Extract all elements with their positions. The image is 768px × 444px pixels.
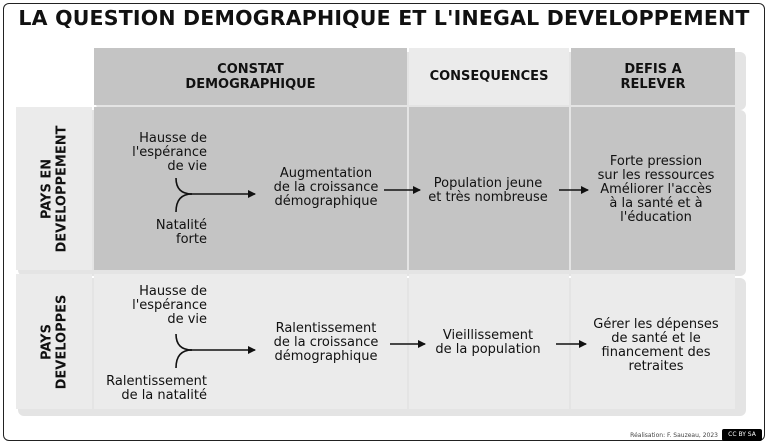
row2-defi-line3: financement des: [601, 345, 711, 360]
header-constat-line1: CONSTAT: [217, 61, 284, 77]
row-label-developing-line1: PAYS EN: [39, 158, 54, 219]
row2-constat-line2: de la croissance: [273, 335, 379, 350]
row2-cause2-line2: de la natalité: [121, 388, 207, 403]
credit-text: Réalisation: F. Sauzeau, 2023: [630, 432, 718, 439]
row1-defi-line1: Forte pression: [609, 154, 703, 169]
row1-constat-line2: de la croissance: [273, 180, 379, 195]
row-label-developing-line2: DEVELOPPEMENT: [54, 125, 69, 252]
row1-defi-line3: Améliorer l'accès: [600, 182, 712, 197]
row2-defi-line2: de santé et le: [611, 331, 701, 346]
row1-consequence-line1: Population jeune: [433, 176, 543, 191]
row2-cause2-line1: Ralentissement: [106, 374, 207, 389]
row2-cause1-line3: de vie: [167, 312, 207, 327]
row2-consequence-line1: Vieillissement: [442, 328, 534, 343]
row1-merge-upper-curve: [176, 178, 192, 194]
row1-defi-line2: sur les ressources: [597, 168, 715, 183]
row1-cause2-line2: forte: [176, 232, 207, 247]
header-defis-line2: RELEVER: [620, 76, 686, 92]
diagram-title: LA QUESTION DEMOGRAPHIQUE ET L'INEGAL DEVELOPPEMENT: [18, 6, 750, 30]
row2-merge-lower-curve: [176, 350, 192, 368]
row2-cause1-line1: Hausse de: [139, 284, 207, 299]
row1-cause1-line1: Hausse de: [139, 131, 207, 146]
row1-cause1-line2: l'espérance: [132, 145, 207, 160]
row-label-developed-line1: PAYS: [39, 323, 55, 360]
row1-defi-line5: l'éducation: [620, 210, 692, 225]
row2-cause1-line2: l'espérance: [132, 298, 207, 313]
row1-merge-lower-curve: [176, 194, 192, 212]
row1-constat-line1: Augmentation: [279, 166, 373, 181]
header-constat-line2: DEMOGRAPHIQUE: [185, 76, 316, 92]
row2-constat-line1: Ralentissement: [275, 321, 377, 336]
row-label-developed-line2: DEVELOPPES: [54, 294, 70, 389]
row1-cause1-line3: de vie: [167, 159, 207, 174]
row2-constat-line3: démographique: [274, 349, 378, 364]
row2-merge-upper-curve: [176, 334, 192, 350]
row1-constat-line3: démographique: [274, 194, 378, 209]
row1-defi-line4: à la santé et à: [609, 196, 703, 211]
row1-cause2-line1: Natalité: [155, 218, 207, 233]
row2-consequence-line2: de la population: [435, 342, 541, 357]
row2-defi-line1: Gérer les dépenses: [593, 317, 719, 332]
cc-license-badge: CC BY SA: [722, 429, 762, 441]
header-consequences-label: CONSEQUENCES: [429, 69, 549, 84]
header-defis-line1: DEFIS A: [624, 61, 682, 77]
row1-consequence-line2: et très nombreuse: [428, 190, 548, 205]
row2-defi-line4: retraites: [628, 359, 684, 374]
